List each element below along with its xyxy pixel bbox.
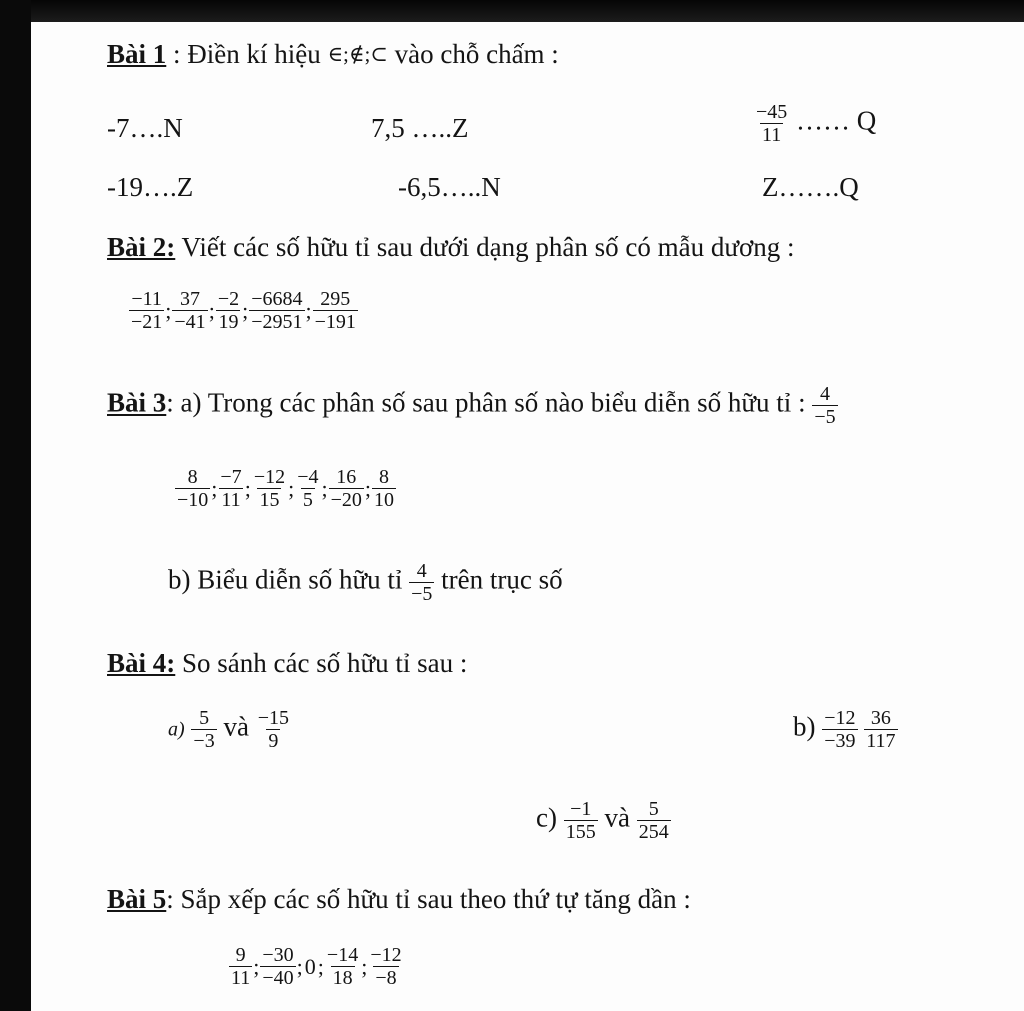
left-dark-border bbox=[0, 0, 31, 1011]
bai4-part-a: a) $\frac{5}{-3}$ và $\frac{-15}{9}$ bbox=[168, 707, 289, 752]
bai1-item-4: -19….Z bbox=[107, 172, 194, 202]
fraction: $\frac{16}{-20}$ bbox=[330, 466, 362, 511]
fraction: $\frac{-30}{-40}$ bbox=[262, 944, 294, 989]
fraction: $\frac{8}{-10}$ bbox=[177, 466, 209, 511]
bai1-item-6: Z…….Q bbox=[762, 172, 859, 202]
fraction: $\frac{8}{10}$ bbox=[374, 466, 395, 511]
bai3-part-b: b) Biểu diễn số hữu tỉ $\frac{4}{-5}$ trên trục số bbox=[168, 560, 563, 605]
bai1-heading: Bài 1 : Điền kí hiệu ∈;∉;⊂ vào chỗ chấm : bbox=[107, 39, 559, 69]
fraction: $\frac{-1}{155}$ bbox=[565, 798, 596, 843]
top-dark-border bbox=[0, 0, 1024, 22]
fraction: $\frac{-14}{18}$ bbox=[326, 944, 359, 989]
fraction: $\frac{5}{254}$ bbox=[638, 798, 669, 843]
bai4-label: Bài 4: bbox=[107, 648, 176, 678]
fraction: $\frac{-11}{-21}$ bbox=[131, 288, 163, 333]
bai5-heading: Bài 5: Sắp xếp các số hữu tỉ sau theo thứ tự tăng dần : bbox=[107, 884, 691, 914]
bai1-symbols: ∈;∉;⊂ bbox=[327, 42, 388, 66]
fraction: $\frac{-12}{-8}$ bbox=[370, 944, 402, 989]
bai2-fraction-list: $\frac{-11}{-21}$ ; $\frac{37}{-41}$ ; $\frac{-2}{19}$ ; $\frac{-6684}{-2951}$ ; $\frac{295}{-191}$ bbox=[131, 288, 356, 333]
fraction: $\frac{9}{11}$ bbox=[231, 944, 251, 989]
zero-value: 0 bbox=[304, 953, 316, 979]
bai1-item-1: -7….N bbox=[107, 113, 183, 143]
bai2-label: Bài 2: bbox=[107, 232, 176, 262]
bai5-label: Bài 5 bbox=[107, 884, 167, 914]
bai4-part-b: b) $\frac{-12}{-39}$ $\frac{36}{117}$ bbox=[793, 707, 896, 752]
fraction: $\frac{36}{117}$ bbox=[866, 707, 896, 752]
fraction: $\frac{37}{-41}$ bbox=[174, 288, 206, 333]
fraction: $\frac{5}{-3}$ bbox=[193, 707, 215, 752]
bai1-item-2: 7,5 …..Z bbox=[371, 113, 469, 143]
bai3-label: Bài 3 bbox=[107, 387, 167, 418]
fraction: $\frac{-6684}{-2951}$ bbox=[251, 288, 303, 333]
fraction: $\frac{-12}{-39}$ bbox=[824, 707, 856, 752]
bai4-heading: Bài 4: So sánh các số hữu tỉ sau : bbox=[107, 648, 468, 678]
bai2-heading: Bài 2: Viết các số hữu tỉ sau dưới dạng phân số có mẫu dương : bbox=[107, 232, 795, 262]
fraction: $\frac{-4}{5}$ bbox=[297, 466, 319, 511]
fraction: $\frac{-12}{15}$ bbox=[253, 466, 286, 511]
bai1-label: Bài 1 bbox=[107, 39, 167, 69]
fraction-4-minus5: $\frac{4}{-5}$ bbox=[411, 560, 433, 605]
fraction: $\frac{-7}{11}$ bbox=[220, 466, 242, 511]
fraction-minus45-11: $\frac{-45}{11}$ bbox=[756, 101, 788, 146]
fraction-4-minus5: $\frac{4}{-5}$ bbox=[814, 383, 836, 428]
fraction: $\frac{-15}{9}$ bbox=[257, 707, 289, 752]
bai1-item-3: $\frac{-45}{11}$ …… Q bbox=[756, 101, 877, 146]
fraction: $\frac{-2}{19}$ bbox=[217, 288, 240, 333]
fraction: $\frac{295}{-191}$ bbox=[314, 288, 356, 333]
bai3-heading: Bài 3: a) Trong các phân số sau phân số nào biểu diễn số hữu tỉ : $\frac{4}{-5}$ bbox=[107, 383, 836, 428]
bai1-item-5: -6,5…..N bbox=[398, 172, 501, 202]
bai5-fraction-list: $\frac{9}{11}$ ; $\frac{-30}{-40}$ ;0; $\frac{-14}{18}$ ; $\frac{-12}{-8}$ bbox=[231, 944, 402, 989]
bai4-part-c: c) $\frac{-1}{155}$ và $\frac{5}{254}$ bbox=[536, 798, 669, 843]
bai3-fraction-list: $\frac{8}{-10}$ ; $\frac{-7}{11}$ ; $\frac{-12}{15}$ ; $\frac{-4}{5}$ ; $\frac{16}{-20}$ ; $\frac{8}{10}$ bbox=[177, 466, 395, 511]
